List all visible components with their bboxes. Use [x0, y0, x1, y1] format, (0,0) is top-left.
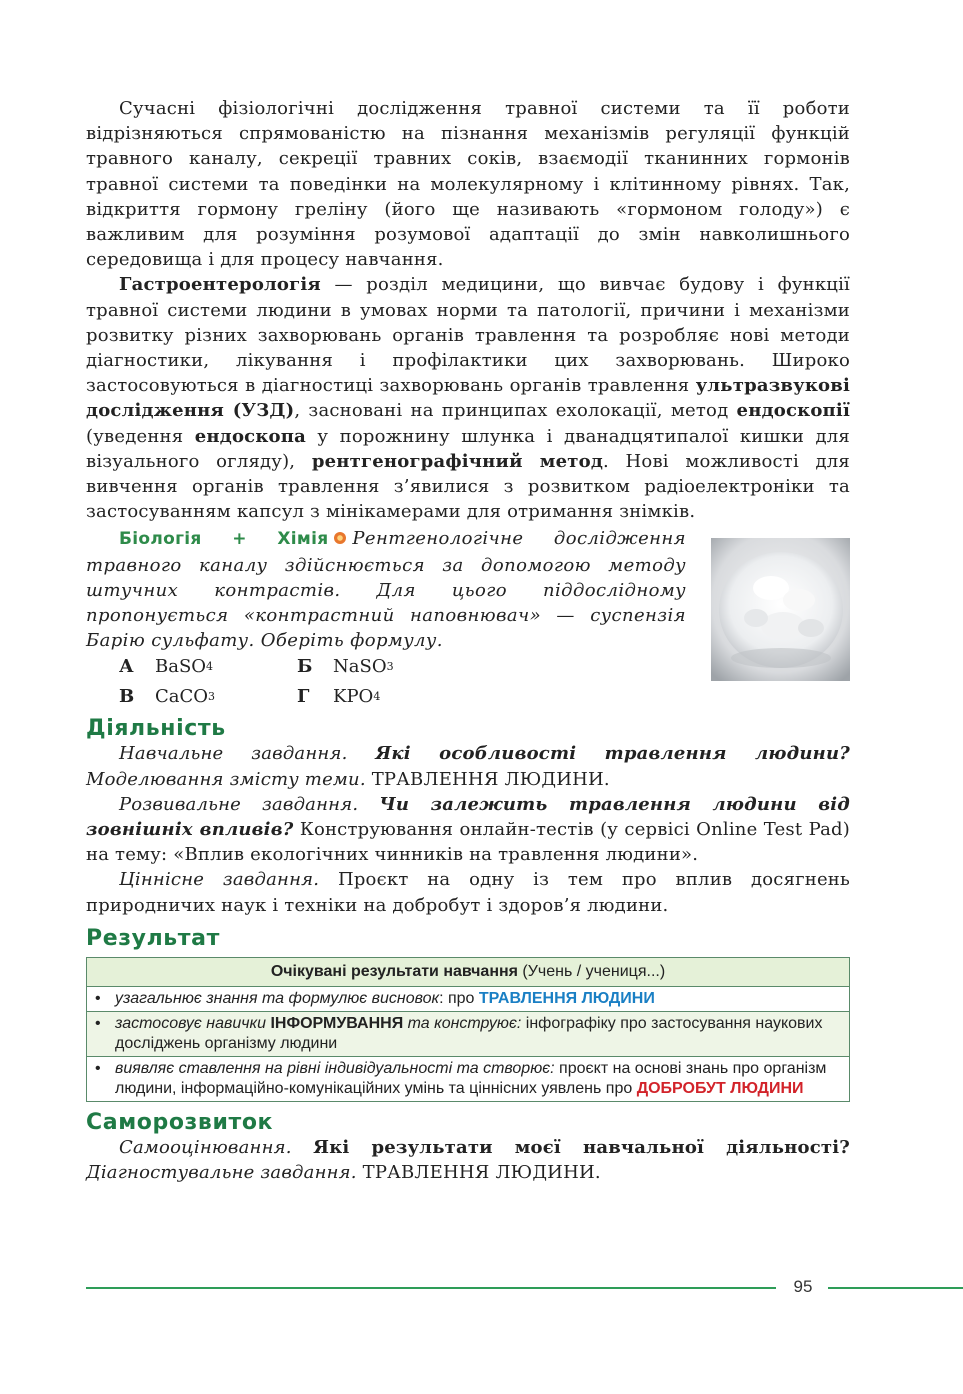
flower-bullet-icon — [334, 532, 346, 544]
learning-outcomes-table — [86, 957, 850, 1102]
barium-sulfate-powder-photo — [711, 538, 850, 681]
table-row: • узагальнює знання та формулює висновок: про ТРАВЛЕННЯ ЛЮДИНИ — [87, 986, 850, 1011]
footer-rule-right — [828, 1287, 963, 1289]
self-assessment-paragraph: Самооцінювання. Які результати моєї навчальної діяльності? Діагностувальне завдання. ТРАВЛЕННЯ ЛЮДИНИ. — [86, 1136, 850, 1184]
table-header: Очікувані результати навчання (Учень / учениця...) — [87, 957, 850, 986]
self-development-heading: Саморозвиток — [86, 1109, 274, 1135]
page-content — [86, 96, 850, 1185]
term-xray: рентгенографічний метод — [311, 450, 604, 472]
answer-option-b[interactable]: Б NaSO 3 — [297, 656, 394, 678]
page-number: 95 — [793, 1277, 813, 1296]
activity-task-2: Розвивальне завдання. Чи залежить травлення людини від зовнішніх впливів? Конструювання онлайн-тестів (у сервісі Online Test Pad) на тему: «Вплив екологічних чинників на травлення людини». — [86, 793, 851, 866]
result-heading: Результат — [86, 925, 220, 951]
activity-task-1: Навчальне завдання. Які особливості травлення людини? Моделювання змісту теми. ТРАВЛЕННЯ ЛЮДИНИ. — [86, 743, 850, 790]
bio-chem-text: Біологія + Хімія Рентгенологічне дослідження травного каналу здійснюється за допомогою методу штучних контрастів. Для цього піддослідному пропонується «контрастний наповнювач» — суспензія Барію сульфату. Оберіть формулу. — [86, 528, 686, 652]
activity-task-3: Ціннісне завдання. Проєкт на одну із тем про вплив досягнень природничих наук і техніки на добробут і здоров’я людини. — [86, 869, 851, 916]
table-row: • застосовує навички ІНФОРМУВАННЯ та конструює: інфографіку про застосування наукових досліджень організму людини — [87, 1011, 850, 1056]
answer-option-a[interactable]: А BaSO 4 — [119, 656, 214, 678]
term-gastroenterology: Гастроентерологія — [119, 274, 321, 296]
activity-heading: Діяльність — [86, 716, 226, 742]
table-row: • виявляє ставлення на рівні індивідуальності та створює: проєкт на основі знань про організм людини, інформаційно-комунікаційних умінь та ціннісних уявлень про ДОБРОБУТ ЛЮДИНИ — [87, 1056, 850, 1101]
term-endoscope: ендоскопа — [194, 425, 306, 447]
bio-chem-title: Біологія + Хімія — [119, 529, 329, 550]
answer-options — [119, 652, 519, 712]
answer-option-g[interactable]: Г KPO 4 — [297, 686, 381, 708]
footer-rule-left — [86, 1287, 776, 1289]
intro-paragraph-2: Гастроентерологія — розділ медицини, що вивчає будову і функції травної системи людини в умовах норми та патології, причини і механізми розвитку різних захворювань органів травлення та розробляє нові методи діагностики, лікування і профілактики цих захворювань. Широко застосовуються в діагностиці захворювань органів травлення ультразвукові дослідження (УЗД), засновані на принципах ехолокації, метод ендоскопії (уведення ендоскопа у порожнину шлунка і дванадцятипалої кишки для візуального огляду), рентгенографічний метод. Нові можливості для вивчення органів травлення з’явилися з розвитком радіоелектроніки та застосуванням капсул з мінікамерами для отримання знімків. — [86, 274, 850, 523]
term-endoscopy: ендоскопії — [736, 400, 850, 422]
intro-paragraph-1: Сучасні фізіологічні дослідження травної системи та її роботи відрізняються спрямованістю на пізнання механізмів регуляції функцій травного каналу, секреції травних соків, взаємодії тканинних гормонів травної системи та поведінки на молекулярному і клітинному рівнях. Так, відкриття гормону греліну (його ще називають «гормоном голоду») є важливим для розуміння розумової адаптації до змін навколишнього середовища і для процесу навчання. — [86, 98, 850, 271]
answer-option-v[interactable]: В CaCO 3 — [119, 686, 216, 708]
bio-chem-task — [86, 526, 850, 716]
term-ultrasound: ультразвукові дослідження (УЗД) — [86, 375, 850, 422]
